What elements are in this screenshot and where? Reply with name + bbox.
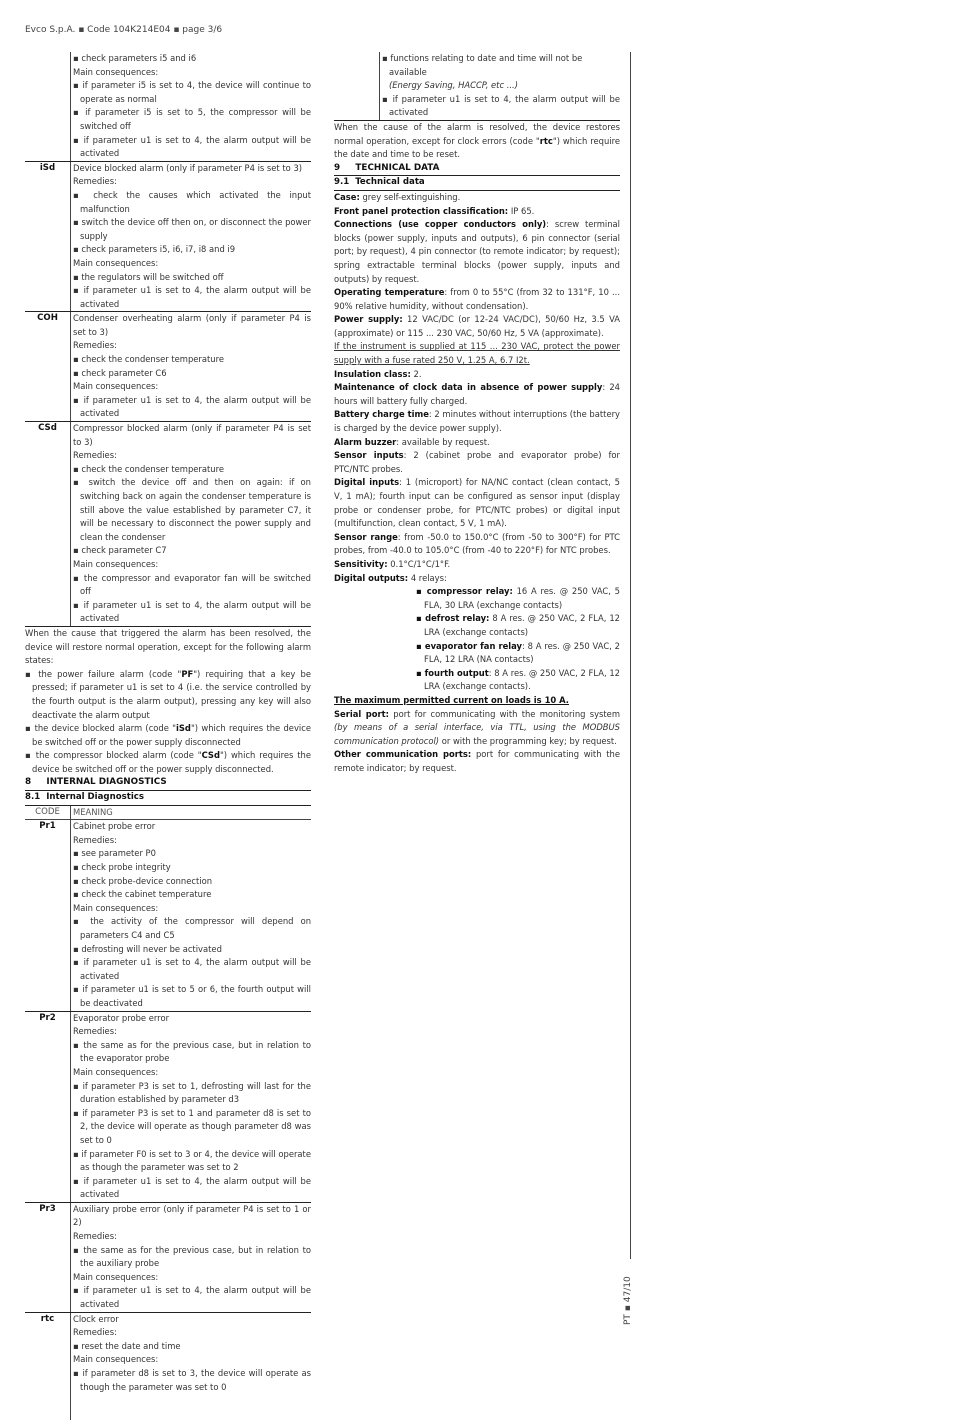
table-row-isd [25,161,311,312]
text-line: Remedies: [73,176,117,187]
section-heading-8: 8 INTERNAL DIAGNOSTICS [25,776,311,791]
row-body [71,422,311,626]
list-item: ▪ see parameter P0 [73,848,156,859]
spec-digital-inputs: Digital inputs: 1 (microport) for NA/NC contact (clean contact, 5 V, 1 mA); fourth input can be configured as sensor input (display probe or condenser probe, for PTC/NTC probes) or digital input (multifunction, clean contact, 5 V, 1 mA). [334,477,620,529]
spec-connections: Connections (use copper conductors only): screw terminal blocks (power supply, inputs and outputs), 6 pin connector (serial port; by request), 4 pin connector (to remote indicator; by request); spring extractable terminal blocks (power supply, inputs and outputs) by request. [334,219,621,284]
spec-other-ports: Other communication ports: port for communicating with the remote indicator; by request. [334,749,620,773]
row-body [71,1313,311,1395]
text-line: Main consequences: [73,558,159,569]
list-item: ▪ if parameter u1 is set to 4, the alarm output will be activated [73,394,311,419]
section-heading-9: 9 TECHNICAL DATA [334,162,620,177]
row-body [71,820,311,1010]
list-item: ▪ check the cabinet temperature [73,889,212,900]
spec-sensor-inputs: Sensor inputs: 2 (cabinet probe and evaporator probe) for PTC/NTC probes. [334,450,620,474]
table-row-rtc [25,1312,311,1395]
spec-digital-outputs: Digital outputs: 4 relays: [334,572,447,583]
list-item: ▪ if parameter d8 is set to 3, the device will operate as though the parameter was set to 0 [73,1368,311,1392]
table-header [25,806,311,821]
list-item: ▪ if parameter u1 is set to 4, the alarm output will be activated [382,93,620,118]
spec-alarm-buzzer: Alarm buzzer: available by request. [334,436,490,447]
list-item: ▪ if parameter F0 is set to 3 or 4, the device will operate as though the parameter was set to 2 [73,1148,311,1173]
text-line: Remedies: [73,450,117,461]
text-line: Main consequences: [73,381,159,392]
text-line: Remedies: [73,1026,117,1037]
list-item: ▪ if parameter u1 is set to 4, the alarm output will be activated [73,957,311,981]
list-item: ▪ check probe integrity [73,862,171,873]
text-line: Condenser overheating alarm (only if parameter P4 is set to 3) [73,313,311,337]
section-heading-9-1: 9.1 Technical data [334,176,620,191]
list-item: ▪ check the causes which activated the input malfunction [73,189,311,214]
list-item: ▪ if parameter u1 is set to 4, the alarm output will be activated [73,599,311,624]
right-column [334,52,620,775]
table-row-pr2 [25,1011,311,1202]
restore-paragraph: When the cause that triggered the alarm has been resolved, the device will restore normal operation, except for the following alarm states: [25,627,311,666]
row-body [71,52,311,161]
list-item: ▪ functions relating to date and time will not be available [382,53,583,77]
row-code: COH [25,312,71,421]
row-code: Pr3 [25,1203,71,1312]
list-item: ▪ if parameter u1 is set to 4, the alarm output will be activated [73,285,311,309]
list-item: ▪ if parameter i5 is set to 5, the compressor will be switched off [73,107,311,131]
spec-sensor-range: Sensor range: from -50.0 to 150.0°C (from -50 to 300°F) for PTC probes, from -40.0 to 105.0°C (from -40 to 220°F) for NTC probes. [334,531,620,556]
row-code [25,52,71,161]
list-item: ▪ the compressor and evaporator fan will be switched off [73,572,311,597]
list-item: ▪ check parameters i5 and i6 [73,53,197,63]
row-body [71,1203,311,1312]
list-item: ▪ the same as for the previous case, but in relation to the evaporator probe [73,1039,311,1064]
section-heading-8-1: 8.1 Internal Diagnostics [25,791,311,806]
header-code: CODE [25,806,71,820]
max-current-note: The maximum permitted current on loads is 10 A. [334,694,569,705]
text-line: Remedies: [73,834,117,845]
continued-row [334,52,620,120]
list-item: ▪ switch the device off then on, or disconnect the power supply [73,217,311,241]
text-line: Main consequences: [73,902,159,913]
table-row-coh [25,311,311,421]
resolved-paragraph: When the cause of the alarm is resolved, the device restores normal operation, except for clock errors (code "rtc") which require the date and time to be reset. [334,120,620,162]
row-code [334,52,380,120]
list-item: ▪ if parameter i5 is set to 4, the device will continue to operate as normal [73,80,311,104]
list-item-note: (Energy Saving, HACCP, etc ...) [389,80,518,91]
text-line: Auxiliary probe error (only if parameter P4 is set to 1 or 2) [73,1203,311,1228]
text-line: Evaporator probe error [73,1012,170,1023]
list-item: ▪ check parameters i5, i6, i7, i8 and i9 [73,244,236,255]
text-line: Cabinet probe error [73,821,156,832]
text-line: Main consequences: [73,257,159,268]
text-line: Main consequences: [73,1354,159,1365]
output-compressor-relay: ▪ compressor relay: 16 A res. @ 250 VAC, 5 FLA, 30 LRA (exchange contacts) [416,586,621,610]
list-item: ▪ check the condenser temperature [73,354,225,365]
list-item: ▪ check the condenser temperature [73,463,225,474]
text-line: Main consequences: [73,1271,159,1282]
side-label: PT ▪ 47/10 [623,1276,633,1325]
list-item: ▪ defrosting will never be activated [73,943,222,954]
text-line: Remedies: [73,340,117,351]
header-meaning: MEANING [73,806,113,817]
list-item: ▪ reset the date and time [73,1340,181,1351]
list-item: ▪ if parameter u1 is set to 4, the alarm output will be activated [73,1285,311,1310]
list-item: ▪ check probe-device connection [73,875,213,886]
row-code: Pr1 [25,820,71,1010]
spec-serial-port: Serial port: port for communicating with the monitoring system (by means of a serial interface, via TTL, using the MODBUS communication protocol) or with the programming key; by request. [334,708,620,746]
list-item: ▪ the activity of the compressor will depend on parameters C4 and C5 [73,916,311,940]
row-code: Pr2 [25,1012,71,1202]
list-item: ▪ check parameter C7 [73,545,167,556]
row-code: rtc [25,1313,71,1395]
page-header: Evco S.p.A. ▪ Code 104K214E04 ▪ page 3/6 [25,25,223,35]
list-item: ▪ if parameter u1 is set to 4, the alarm output will be activated [73,134,311,159]
list-item: ▪ check parameter C6 [73,367,167,378]
spec-clock-maintenance: Maintenance of clock data in absence of power supply: 24 hours will battery fully charged. [334,382,620,406]
spec-operating-temperature: Operating temperature: from 0 to 55°C (from 32 to 131°F, 10 ... 90% relative humidity, without condensation). [334,287,621,311]
restore-item-csd: ▪ the compressor blocked alarm (code "CSd") which requires the device be switched off or the power supply disconnected. [25,750,311,774]
text-line: Remedies: [73,1327,117,1338]
list-item: ▪ if parameter P3 is set to 1 and parameter d8 is set to 2, the device will operate as though parameter d8 was set to 0 [73,1107,311,1145]
list-item: ▪ if parameter u1 is set to 4, the alarm output will be activated [73,1175,311,1200]
spec-sensitivity: Sensitivity: 0.1°C/1°C/1°F. [334,558,451,569]
restore-item-pf: ▪ the power failure alarm (code "PF") requiring that a key be pressed; if parameter u1 is set to 4 (i.e. the service controlled by the fourth output is the alarm output), pressing any key will also deactivate the alarm output [25,668,311,720]
text-line: Compressor blocked alarm (only if parameter P4 is set to 3) [73,423,311,447]
restore-block [25,626,311,777]
text-line: Clock error [73,1313,119,1324]
text-line: Device blocked alarm (only if parameter P4 is set to 3) [73,162,303,173]
row-code: CSd [25,422,71,626]
list-item: ▪ if parameter u1 is set to 5 or 6, the fourth output will be deactivated [73,984,311,1008]
output-fourth-output: ▪ fourth output: 8 A res. @ 250 VAC, 2 FLA, 12 LRA (exchange contacts). [416,667,620,692]
text-line: Remedies: [73,1231,117,1242]
table-row [25,52,311,161]
text-line: Main consequences: [73,1066,159,1077]
list-item: ▪ if parameter P3 is set to 1, defrosting will last for the duration established by parameter d3 [73,1080,311,1105]
column-divider [630,52,631,1259]
row-body [71,162,311,312]
list-item: ▪ switch the device off and then on again: if on switching back on again the condenser temperature is still above the value established by parameter C7, it will be necessary to disconnect the power supply and clean the condenser [73,477,311,542]
left-column [25,52,311,1420]
table-row-pr1 [25,820,311,1010]
table-row-csd [25,421,311,626]
spec-front-panel: Front panel protection classification: IP 65. [334,205,535,216]
row-body [71,1012,311,1202]
table-tail [25,1394,311,1420]
text-line: Main consequences: [73,66,159,77]
output-defrost-relay: ▪ defrost relay: 8 A res. @ 250 VAC, 2 FLA, 12 LRA (exchange contacts) [416,613,620,637]
restore-item-isd: ▪ the device blocked alarm (code "iSd") which requires the device be switched off or the power supply disconnected [25,723,311,747]
spec-case: Case: grey self-extinguishing. [334,191,461,202]
spec-battery-charge: Battery charge time: 2 minutes without interruptions (the battery is charged by the device power supply). [334,409,620,434]
spec-insulation: Insulation class: 2. [334,368,422,379]
row-body [71,312,311,421]
row-code-empty [25,1394,71,1420]
row-code: iSd [25,162,71,312]
spec-fuse-warning: If the instrument is supplied at 115 ... 230 VAC, protect the power supply with a fuse rated 250 V, 1.25 A, 6.7 I2t. [334,341,620,366]
list-item: ▪ the regulators will be switched off [73,271,224,282]
spec-power-supply: Power supply: 12 VAC/DC (or 12-24 VAC/DC), 50/60 Hz, 3.5 VA (approximate) or 115 ... 230 VAC, 50/60 Hz, 5 VA (approximate). [334,314,620,338]
output-evaporator-fan-relay: ▪ evaporator fan relay: 8 A res. @ 250 VAC, 2 FLA, 12 LRA (NA contacts) [416,640,620,665]
table-row-pr3 [25,1202,311,1312]
list-item: ▪ the same as for the previous case, but in relation to the auxiliary probe [73,1244,311,1269]
